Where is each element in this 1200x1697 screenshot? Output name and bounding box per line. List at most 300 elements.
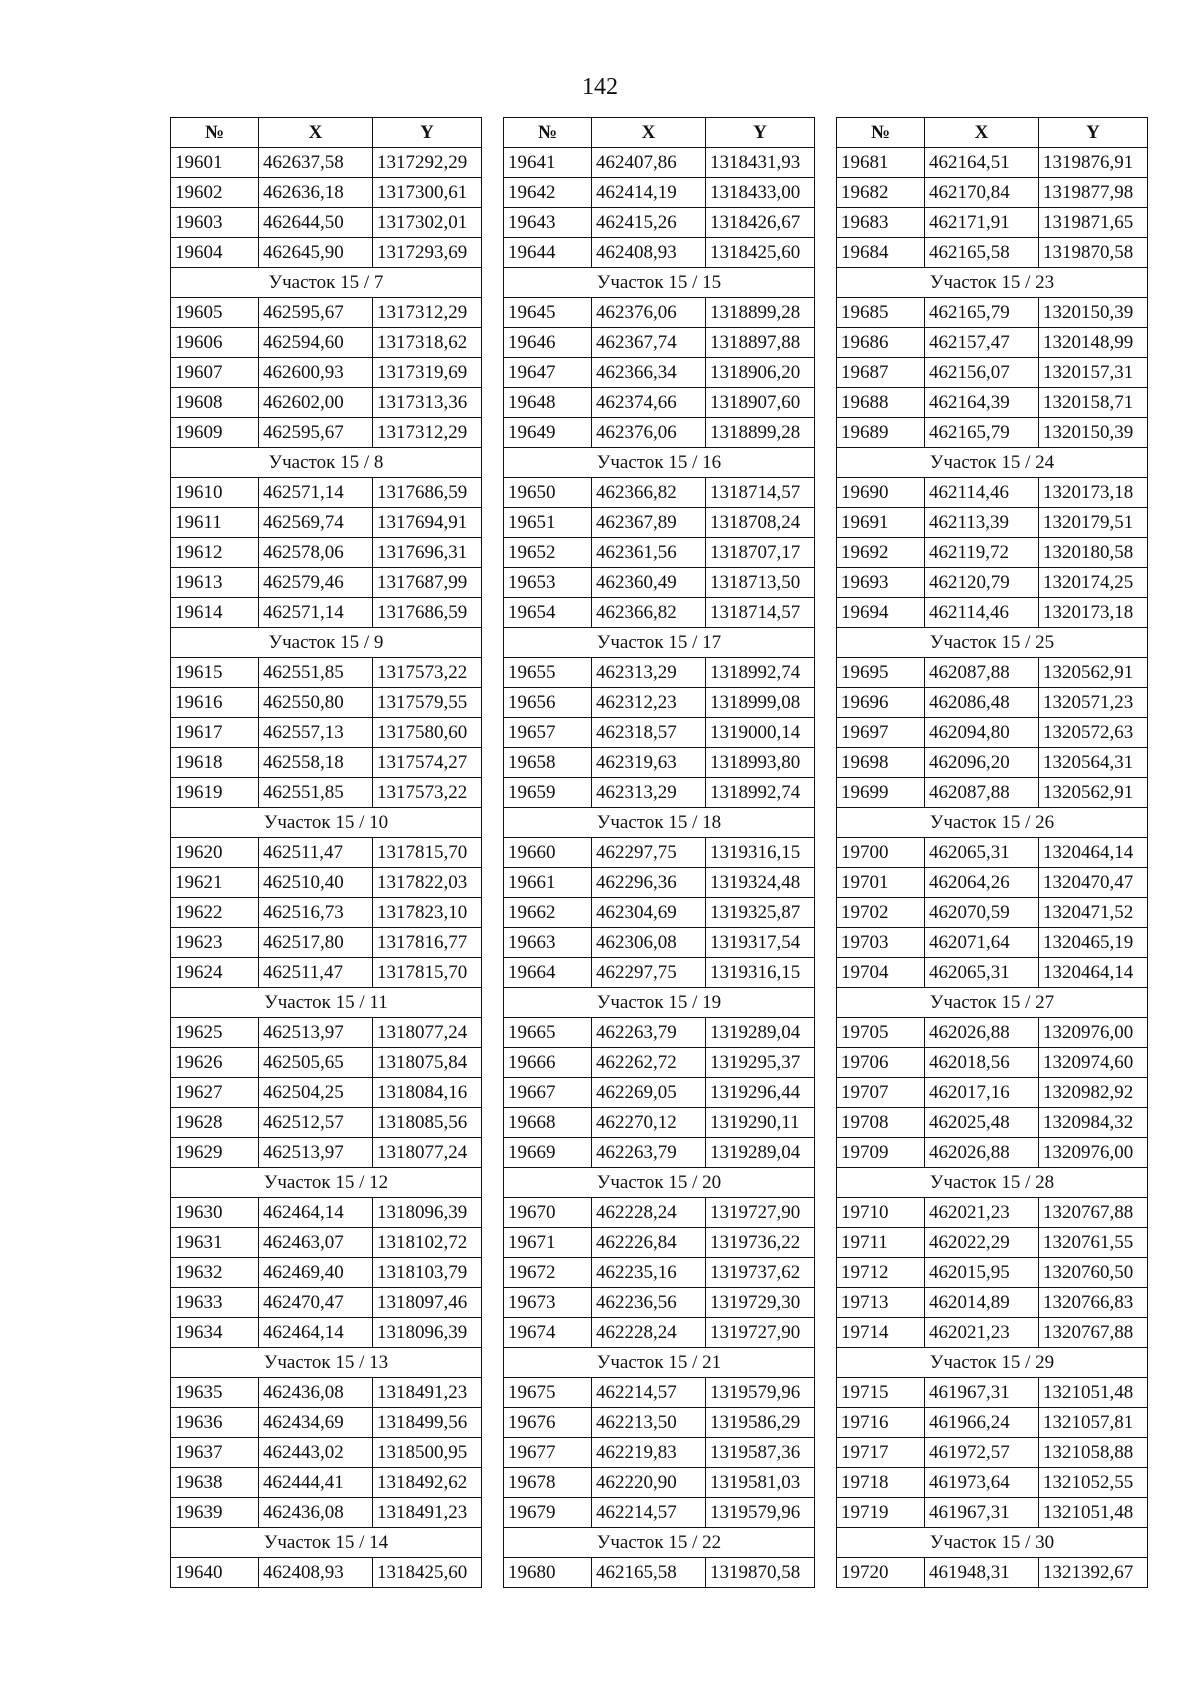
x-coordinate-cell: 462366,34: [592, 358, 706, 388]
table-row: [504, 538, 815, 568]
y-coordinate-cell: 1320174,25: [1039, 568, 1148, 598]
point-number-cell: 19701: [837, 868, 925, 898]
x-coordinate-cell: 461967,31: [925, 1378, 1039, 1408]
y-coordinate-cell: 1320767,88: [1039, 1318, 1148, 1348]
table-row: [837, 208, 1148, 238]
y-coordinate-cell: 1317694,91: [373, 508, 482, 538]
y-coordinate-cell: 1321058,88: [1039, 1438, 1148, 1468]
x-coordinate-cell: 462595,67: [259, 298, 373, 328]
x-coordinate-cell: 462114,46: [925, 478, 1039, 508]
y-coordinate-cell: 1319289,04: [706, 1138, 815, 1168]
y-coordinate-cell: 1320767,88: [1039, 1198, 1148, 1228]
x-coordinate-cell: 462569,74: [259, 508, 373, 538]
y-coordinate-cell: 1318084,16: [373, 1078, 482, 1108]
coordinate-table-1: [170, 117, 482, 1588]
point-number-cell: 19611: [171, 508, 259, 538]
y-coordinate-cell: 1320571,23: [1039, 688, 1148, 718]
y-coordinate-cell: 1317573,22: [373, 658, 482, 688]
y-coordinate-cell: 1320761,55: [1039, 1228, 1148, 1258]
y-coordinate-cell: 1319316,15: [706, 958, 815, 988]
x-coordinate-cell: 462602,00: [259, 388, 373, 418]
x-coordinate-cell: 462214,57: [592, 1378, 706, 1408]
section-title: Участок 15 / 7: [171, 268, 482, 298]
section-title: Участок 15 / 25: [837, 628, 1148, 658]
x-coordinate-cell: 462464,14: [259, 1318, 373, 1348]
point-number-cell: 19700: [837, 838, 925, 868]
y-coordinate-cell: 1317293,69: [373, 238, 482, 268]
y-coordinate-cell: 1319000,14: [706, 718, 815, 748]
table-row: [171, 1078, 482, 1108]
table-row: [171, 418, 482, 448]
point-number-cell: 19674: [504, 1318, 592, 1348]
y-coordinate-cell: 1318897,88: [706, 328, 815, 358]
header-x: X: [592, 118, 706, 148]
table-row: [837, 508, 1148, 538]
y-coordinate-cell: 1320158,71: [1039, 388, 1148, 418]
point-number-cell: 19697: [837, 718, 925, 748]
table-row: [837, 328, 1148, 358]
x-coordinate-cell: 461967,31: [925, 1498, 1039, 1528]
point-number-cell: 19666: [504, 1048, 592, 1078]
section-row: [171, 1348, 482, 1378]
y-coordinate-cell: 1320471,52: [1039, 898, 1148, 928]
x-coordinate-cell: 462065,31: [925, 958, 1039, 988]
table-row: [504, 928, 815, 958]
y-coordinate-cell: 1318085,56: [373, 1108, 482, 1138]
y-coordinate-cell: 1318999,08: [706, 688, 815, 718]
table-row: [171, 1228, 482, 1258]
header-y: Y: [373, 118, 482, 148]
table-row: [504, 1498, 815, 1528]
x-coordinate-cell: 462510,40: [259, 868, 373, 898]
x-coordinate-cell: 462213,50: [592, 1408, 706, 1438]
section-title: Участок 15 / 17: [504, 628, 815, 658]
table-row: [837, 298, 1148, 328]
point-number-cell: 19720: [837, 1558, 925, 1588]
x-coordinate-cell: 462165,79: [925, 418, 1039, 448]
y-coordinate-cell: 1319295,37: [706, 1048, 815, 1078]
y-coordinate-cell: 1319877,98: [1039, 178, 1148, 208]
section-row: [171, 448, 482, 478]
point-number-cell: 19663: [504, 928, 592, 958]
x-coordinate-cell: 462436,08: [259, 1498, 373, 1528]
point-number-cell: 19609: [171, 418, 259, 448]
table-row: [504, 178, 815, 208]
y-coordinate-cell: 1321392,67: [1039, 1558, 1148, 1588]
table-row: [837, 718, 1148, 748]
x-coordinate-cell: 462304,69: [592, 898, 706, 928]
y-coordinate-cell: 1320465,19: [1039, 928, 1148, 958]
point-number-cell: 19604: [171, 238, 259, 268]
table-row: [504, 1048, 815, 1078]
x-coordinate-cell: 462374,66: [592, 388, 706, 418]
table-row: [171, 178, 482, 208]
y-coordinate-cell: 1317312,29: [373, 418, 482, 448]
coordinate-table-3: [836, 117, 1148, 1588]
x-coordinate-cell: 462436,08: [259, 1378, 373, 1408]
section-row: [504, 448, 815, 478]
point-number-cell: 19706: [837, 1048, 925, 1078]
y-coordinate-cell: 1317318,62: [373, 328, 482, 358]
x-coordinate-cell: 462026,88: [925, 1138, 1039, 1168]
point-number-cell: 19709: [837, 1138, 925, 1168]
x-coordinate-cell: 461973,64: [925, 1468, 1039, 1498]
header-x: X: [925, 118, 1039, 148]
x-coordinate-cell: 462086,48: [925, 688, 1039, 718]
x-coordinate-cell: 462408,93: [259, 1558, 373, 1588]
section-row: [837, 628, 1148, 658]
y-coordinate-cell: 1320150,39: [1039, 418, 1148, 448]
point-number-cell: 19645: [504, 298, 592, 328]
table-row: [504, 418, 815, 448]
table-row: [171, 1558, 482, 1588]
section-title: Участок 15 / 22: [504, 1528, 815, 1558]
table-row: [171, 328, 482, 358]
y-coordinate-cell: 1318713,50: [706, 568, 815, 598]
point-number-cell: 19657: [504, 718, 592, 748]
table-row: [837, 388, 1148, 418]
table-row: [504, 1408, 815, 1438]
x-coordinate-cell: 462164,39: [925, 388, 1039, 418]
table-row: [171, 1288, 482, 1318]
y-coordinate-cell: 1317815,70: [373, 958, 482, 988]
point-number-cell: 19689: [837, 418, 925, 448]
point-number-cell: 19677: [504, 1438, 592, 1468]
point-number-cell: 19719: [837, 1498, 925, 1528]
x-coordinate-cell: 462366,82: [592, 598, 706, 628]
section-row: [504, 628, 815, 658]
x-coordinate-cell: 462297,75: [592, 958, 706, 988]
page-number: 142: [582, 74, 618, 100]
y-coordinate-cell: 1318077,24: [373, 1018, 482, 1048]
point-number-cell: 19608: [171, 388, 259, 418]
table-row: [837, 778, 1148, 808]
point-number-cell: 19610: [171, 478, 259, 508]
x-coordinate-cell: 462443,02: [259, 1438, 373, 1468]
point-number-cell: 19631: [171, 1228, 259, 1258]
section-row: [837, 1348, 1148, 1378]
x-coordinate-cell: 462645,90: [259, 238, 373, 268]
x-coordinate-cell: 462070,59: [925, 898, 1039, 928]
point-number-cell: 19618: [171, 748, 259, 778]
table-row: [504, 298, 815, 328]
table-row: [504, 508, 815, 538]
x-coordinate-cell: 462361,56: [592, 538, 706, 568]
x-coordinate-cell: 462014,89: [925, 1288, 1039, 1318]
y-coordinate-cell: 1320562,91: [1039, 658, 1148, 688]
y-coordinate-cell: 1317579,55: [373, 688, 482, 718]
table-row: [837, 898, 1148, 928]
point-number-cell: 19607: [171, 358, 259, 388]
x-coordinate-cell: 462636,18: [259, 178, 373, 208]
table-row: [837, 1108, 1148, 1138]
table-row: [171, 1498, 482, 1528]
x-coordinate-cell: 462219,83: [592, 1438, 706, 1468]
y-coordinate-cell: 1320150,39: [1039, 298, 1148, 328]
x-coordinate-cell: 462071,64: [925, 928, 1039, 958]
y-coordinate-cell: 1319870,58: [706, 1558, 815, 1588]
x-coordinate-cell: 462571,14: [259, 598, 373, 628]
y-coordinate-cell: 1318899,28: [706, 298, 815, 328]
y-coordinate-cell: 1319296,44: [706, 1078, 815, 1108]
table-row: [837, 538, 1148, 568]
table-row: [504, 958, 815, 988]
table-row: [837, 1288, 1148, 1318]
x-coordinate-cell: 462551,85: [259, 778, 373, 808]
point-number-cell: 19690: [837, 478, 925, 508]
x-coordinate-cell: 462551,85: [259, 658, 373, 688]
x-coordinate-cell: 462557,13: [259, 718, 373, 748]
y-coordinate-cell: 1320564,31: [1039, 748, 1148, 778]
point-number-cell: 19641: [504, 148, 592, 178]
table-row: [171, 1438, 482, 1468]
point-number-cell: 19639: [171, 1498, 259, 1528]
section-title: Участок 15 / 23: [837, 268, 1148, 298]
point-number-cell: 19623: [171, 928, 259, 958]
point-number-cell: 19682: [837, 178, 925, 208]
table-row: [171, 208, 482, 238]
table-row: [171, 928, 482, 958]
section-row: [171, 808, 482, 838]
table-row: [504, 658, 815, 688]
table-row: [504, 568, 815, 598]
table-row: [171, 1138, 482, 1168]
table-row: [837, 1018, 1148, 1048]
point-number-cell: 19712: [837, 1258, 925, 1288]
y-coordinate-cell: 1320974,60: [1039, 1048, 1148, 1078]
y-coordinate-cell: 1317696,31: [373, 538, 482, 568]
point-number-cell: 19679: [504, 1498, 592, 1528]
table-row: [504, 208, 815, 238]
point-number-cell: 19716: [837, 1408, 925, 1438]
point-number-cell: 19685: [837, 298, 925, 328]
x-coordinate-cell: 462367,74: [592, 328, 706, 358]
table-row: [504, 328, 815, 358]
point-number-cell: 19602: [171, 178, 259, 208]
x-coordinate-cell: 462505,65: [259, 1048, 373, 1078]
section-title: Участок 15 / 21: [504, 1348, 815, 1378]
y-coordinate-cell: 1318499,56: [373, 1408, 482, 1438]
point-number-cell: 19711: [837, 1228, 925, 1258]
point-number-cell: 19636: [171, 1408, 259, 1438]
point-number-cell: 19642: [504, 178, 592, 208]
x-coordinate-cell: 462637,58: [259, 148, 373, 178]
section-row: [504, 1348, 815, 1378]
table-row: [171, 658, 482, 688]
point-number-cell: 19659: [504, 778, 592, 808]
table-row: [171, 1018, 482, 1048]
y-coordinate-cell: 1320173,18: [1039, 598, 1148, 628]
y-coordinate-cell: 1319587,36: [706, 1438, 815, 1468]
coordinate-table-2: [503, 117, 815, 1588]
section-title: Участок 15 / 11: [171, 988, 482, 1018]
y-coordinate-cell: 1317302,01: [373, 208, 482, 238]
table-row: [171, 1048, 482, 1078]
x-coordinate-cell: 462026,88: [925, 1018, 1039, 1048]
y-coordinate-cell: 1318103,79: [373, 1258, 482, 1288]
x-coordinate-cell: 462366,82: [592, 478, 706, 508]
point-number-cell: 19664: [504, 958, 592, 988]
x-coordinate-cell: 462319,63: [592, 748, 706, 778]
x-coordinate-cell: 462165,58: [592, 1558, 706, 1588]
point-number-cell: 19668: [504, 1108, 592, 1138]
point-number-cell: 19614: [171, 598, 259, 628]
section-title: Участок 15 / 13: [171, 1348, 482, 1378]
y-coordinate-cell: 1320766,83: [1039, 1288, 1148, 1318]
table-row: [171, 1258, 482, 1288]
section-row: [171, 1528, 482, 1558]
table-row: [171, 748, 482, 778]
table-row: [504, 868, 815, 898]
table-row: [171, 238, 482, 268]
point-number-cell: 19633: [171, 1288, 259, 1318]
y-coordinate-cell: 1320179,51: [1039, 508, 1148, 538]
table-row: [504, 778, 815, 808]
x-coordinate-cell: 462513,97: [259, 1138, 373, 1168]
y-coordinate-cell: 1320984,32: [1039, 1108, 1148, 1138]
y-coordinate-cell: 1319316,15: [706, 838, 815, 868]
point-number-cell: 19601: [171, 148, 259, 178]
point-number-cell: 19650: [504, 478, 592, 508]
y-coordinate-cell: 1318707,17: [706, 538, 815, 568]
point-number-cell: 19710: [837, 1198, 925, 1228]
x-coordinate-cell: 462236,56: [592, 1288, 706, 1318]
x-coordinate-cell: 462171,91: [925, 208, 1039, 238]
point-number-cell: 19670: [504, 1198, 592, 1228]
point-number-cell: 19616: [171, 688, 259, 718]
table-row: [837, 178, 1148, 208]
y-coordinate-cell: 1317686,59: [373, 598, 482, 628]
table-row: [837, 1048, 1148, 1078]
y-coordinate-cell: 1321051,48: [1039, 1378, 1148, 1408]
table-row: [504, 238, 815, 268]
y-coordinate-cell: 1318992,74: [706, 778, 815, 808]
x-coordinate-cell: 462504,25: [259, 1078, 373, 1108]
section-title: Участок 15 / 18: [504, 808, 815, 838]
point-number-cell: 19688: [837, 388, 925, 418]
point-number-cell: 19624: [171, 958, 259, 988]
x-coordinate-cell: 462408,93: [592, 238, 706, 268]
point-number-cell: 19713: [837, 1288, 925, 1318]
section-title: Участок 15 / 15: [504, 268, 815, 298]
point-number-cell: 19647: [504, 358, 592, 388]
y-coordinate-cell: 1319871,65: [1039, 208, 1148, 238]
y-coordinate-cell: 1320180,58: [1039, 538, 1148, 568]
y-coordinate-cell: 1321051,48: [1039, 1498, 1148, 1528]
x-coordinate-cell: 462269,05: [592, 1078, 706, 1108]
x-coordinate-cell: 462367,89: [592, 508, 706, 538]
y-coordinate-cell: 1317815,70: [373, 838, 482, 868]
y-coordinate-cell: 1320470,47: [1039, 868, 1148, 898]
y-coordinate-cell: 1318491,23: [373, 1378, 482, 1408]
y-coordinate-cell: 1317686,59: [373, 478, 482, 508]
x-coordinate-cell: 462165,79: [925, 298, 1039, 328]
section-title: Участок 15 / 14: [171, 1528, 482, 1558]
y-coordinate-cell: 1319581,03: [706, 1468, 815, 1498]
section-row: [504, 1168, 815, 1198]
y-coordinate-cell: 1318491,23: [373, 1498, 482, 1528]
header-y: Y: [706, 118, 815, 148]
x-coordinate-cell: 462170,84: [925, 178, 1039, 208]
table-row: [504, 1258, 815, 1288]
table-row: [504, 1108, 815, 1138]
section-row: [504, 268, 815, 298]
table-row: [837, 928, 1148, 958]
header-y: Y: [1039, 118, 1148, 148]
y-coordinate-cell: 1321057,81: [1039, 1408, 1148, 1438]
table-row: [171, 1318, 482, 1348]
table-row: [837, 598, 1148, 628]
y-coordinate-cell: 1319736,22: [706, 1228, 815, 1258]
table-row: [504, 688, 815, 718]
x-coordinate-cell: 462571,14: [259, 478, 373, 508]
table-row: [504, 1138, 815, 1168]
table-row: [171, 358, 482, 388]
point-number-cell: 19628: [171, 1108, 259, 1138]
point-number-cell: 19683: [837, 208, 925, 238]
point-number-cell: 19676: [504, 1408, 592, 1438]
y-coordinate-cell: 1318431,93: [706, 148, 815, 178]
x-coordinate-cell: 462157,47: [925, 328, 1039, 358]
x-coordinate-cell: 462220,90: [592, 1468, 706, 1498]
table-row: [171, 688, 482, 718]
section-row: [171, 1168, 482, 1198]
point-number-cell: 19667: [504, 1078, 592, 1108]
point-number-cell: 19626: [171, 1048, 259, 1078]
table-row: [837, 1438, 1148, 1468]
point-number-cell: 19637: [171, 1438, 259, 1468]
table-row: [504, 1018, 815, 1048]
table-row: [837, 748, 1148, 778]
point-number-cell: 19673: [504, 1288, 592, 1318]
y-coordinate-cell: 1317312,29: [373, 298, 482, 328]
table-row: [504, 598, 815, 628]
section-row: [837, 268, 1148, 298]
x-coordinate-cell: 462113,39: [925, 508, 1039, 538]
section-row: [837, 988, 1148, 1018]
y-coordinate-cell: 1317574,27: [373, 748, 482, 778]
table-row: [837, 478, 1148, 508]
point-number-cell: 19603: [171, 208, 259, 238]
section-title: Участок 15 / 16: [504, 448, 815, 478]
section-title: Участок 15 / 28: [837, 1168, 1148, 1198]
x-coordinate-cell: 462156,07: [925, 358, 1039, 388]
x-coordinate-cell: 462511,47: [259, 838, 373, 868]
x-coordinate-cell: 462376,06: [592, 298, 706, 328]
x-coordinate-cell: 462017,16: [925, 1078, 1039, 1108]
x-coordinate-cell: 462119,72: [925, 538, 1039, 568]
table-row: [504, 748, 815, 778]
x-coordinate-cell: 462463,07: [259, 1228, 373, 1258]
point-number-cell: 19692: [837, 538, 925, 568]
point-number-cell: 19646: [504, 328, 592, 358]
header-number: №: [837, 118, 925, 148]
point-number-cell: 19693: [837, 568, 925, 598]
point-number-cell: 19621: [171, 868, 259, 898]
x-coordinate-cell: 462120,79: [925, 568, 1039, 598]
x-coordinate-cell: 462262,72: [592, 1048, 706, 1078]
x-coordinate-cell: 462087,88: [925, 658, 1039, 688]
table-row: [171, 1198, 482, 1228]
y-coordinate-cell: 1319737,62: [706, 1258, 815, 1288]
y-coordinate-cell: 1318899,28: [706, 418, 815, 448]
y-coordinate-cell: 1320173,18: [1039, 478, 1148, 508]
y-coordinate-cell: 1318096,39: [373, 1198, 482, 1228]
point-number-cell: 19704: [837, 958, 925, 988]
table-row: [504, 1318, 815, 1348]
table-row: [504, 1288, 815, 1318]
x-coordinate-cell: 461972,57: [925, 1438, 1039, 1468]
